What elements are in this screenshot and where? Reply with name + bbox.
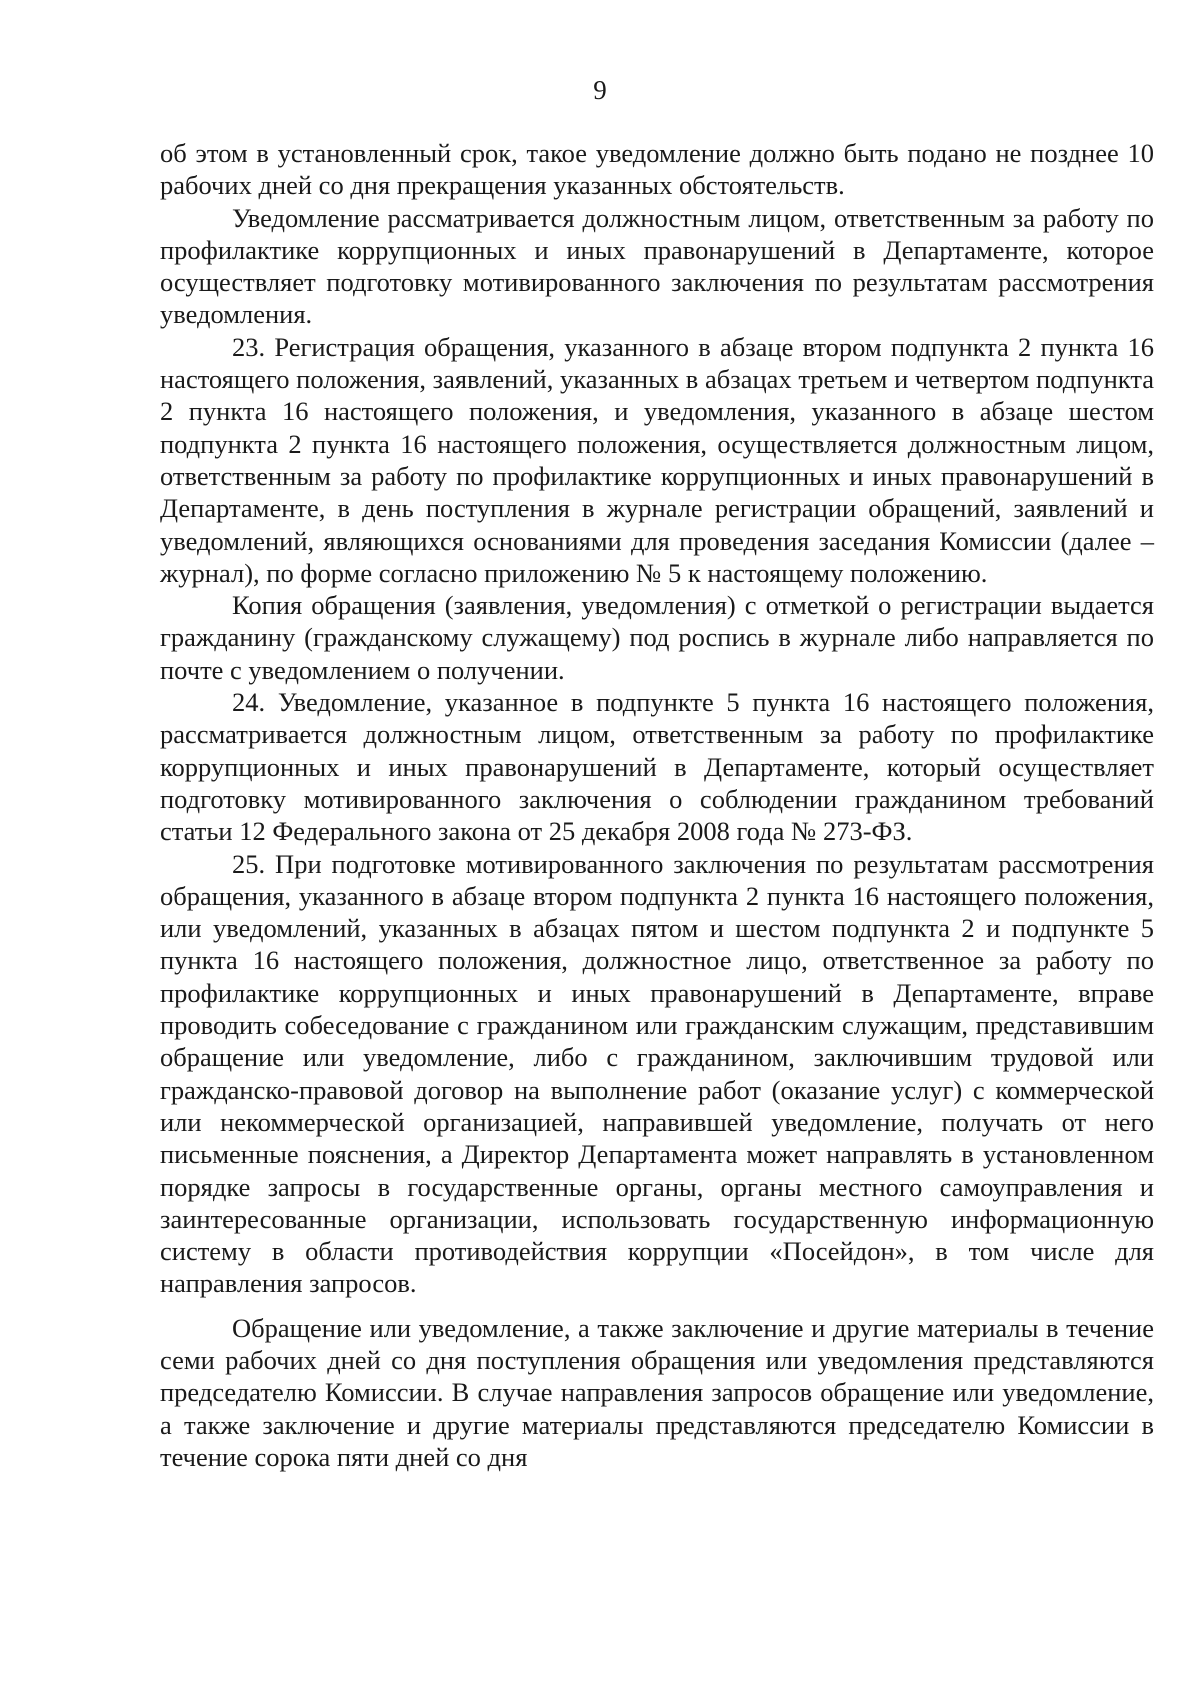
paragraph-copy-issue: Копия обращения (заявления, уведомления) с отметкой о регистрации выдается гражданину (гражданскому служащему) под роспись в журнале либо направляется по почте с уведомлением о получении. bbox=[160, 590, 1154, 685]
paragraph-materials-submission: Обращение или уведомление, а также заключение и другие материалы в течение семи рабочих дней со дня поступления обращения или уведомления представляются председателю Комиссии. В случае направления запросов обращение или уведомление, а также заключение и другие материалы представляются председателю Комиссии в течение сорока пяти дней со дня bbox=[160, 1312, 1154, 1472]
paragraph-clause-24: 24. Уведомление, указанное в подпункте 5 пункта 16 настоящего положения, рассматривается должностным лицом, ответственным за работу по профилактике коррупционных и иных правонарушений в Департаменте, который осуществляет подготовку мотивированного заключения о соблюдении гражданином требований статьи 12 Федерального закона от 25 декабря 2008 года № 273-ФЗ. bbox=[160, 687, 1154, 847]
document-body bbox=[160, 137, 1154, 1473]
page-number: 9 bbox=[593, 75, 607, 105]
paragraph-clause-23: 23. Регистрация обращения, указанного в абзаце втором подпункта 2 пункта 16 настоящего положения, заявлений, указанных в абзацах третьем и четвертом подпункта 2 пункта 16 настоящего положения, и уведомления, указанного в абзаце шестом подпункта 2 пункта 16 настоящего положения, осуществляется должностным лицом, ответственным за работу по профилактике коррупционных и иных правонарушений в Департаменте, в день поступления в журнале регистрации обращений, заявлений и уведомлений, являющихся основаниями для проведения заседания Комиссии (далее – журнал), по форме согласно приложению № 5 к настоящему положению. bbox=[160, 331, 1154, 588]
paragraph-clause-25: 25. При подготовке мотивированного заключения по результатам рассмотрения обращения, указанного в абзаце втором подпункта 2 пункта 16 настоящего положения, или уведомлений, указанных в абзацах пятом и шестом подпункта 2 и подпункте 5 пункта 16 настоящего положения, должностное лицо, ответственное за работу по профилактике коррупционных и иных правонарушений в Департаменте, вправе проводить собеседование с гражданином или гражданским служащим, представившим обращение или уведомление, либо с гражданином, заключившим трудовой или гражданско-правовой договор на выполнение работ (оказание услуг) с коммерческой или некоммерческой организацией, направившей уведомление, получать от него письменные пояснения, а Директор Департамента может направлять в установленном порядке запросы в государственные органы, органы местного самоуправления и заинтересованные организации, использовать государственную информационную систему в области противодействия коррупции «Посейдон», в том числе для направления запросов. bbox=[160, 848, 1154, 1299]
paragraph-notice-review: Уведомление рассматривается должностным лицом, ответственным за работу по профилактике коррупционных и иных правонарушений в Департаменте, которое осуществляет подготовку мотивированного заключения по результатам рассмотрения уведомления. bbox=[160, 202, 1154, 330]
paragraph-continuation: об этом в установленный срок, такое уведомление должно быть подано не позднее 10 рабочих дней со дня прекращения указанных обстоятельств. bbox=[160, 138, 1154, 201]
